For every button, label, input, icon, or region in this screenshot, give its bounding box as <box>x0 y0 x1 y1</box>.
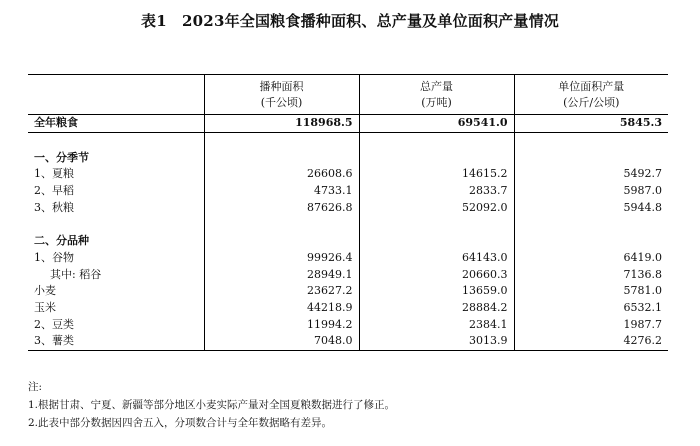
header-total-output-label: 总产量 <box>420 79 453 93</box>
table-notes <box>28 378 688 432</box>
total-output-cell: 2833.7 <box>359 183 514 200</box>
note-2: 2.此表中部分数据因四舍五入，分项数合计与全年数据略有差异。 <box>28 417 333 429</box>
row-label: 3、秋粮 <box>34 200 74 214</box>
total-output-cell: 64143.0 <box>359 250 514 267</box>
note-1: 1.根据甘肃、宁夏、新疆等部分地区小麦实际产量对全国夏粮数据进行了修正。 <box>28 399 396 411</box>
row-label: 小麦 <box>34 284 56 298</box>
section-heading: 二、分品种 <box>34 234 89 248</box>
sown-area-cell: 7048.0 <box>204 333 359 350</box>
row-label: 2、豆类 <box>34 317 74 331</box>
yield-cell: 5845.3 <box>514 115 668 133</box>
row-label: 3、薯类 <box>28 333 204 350</box>
yield-cell: 5781.0 <box>514 283 668 300</box>
header-yield-unit: (公斤/公顷) <box>563 95 620 109</box>
sown-area-cell: 11994.2 <box>204 316 359 333</box>
header-sown-area-unit: (千公顷) <box>260 95 303 109</box>
row-label: 1、谷物 <box>34 250 74 264</box>
sown-area-cell: 99926.4 <box>204 250 359 267</box>
table-row <box>28 266 668 283</box>
total-row <box>28 115 668 133</box>
header-yield-label: 单位面积产量 <box>558 79 625 93</box>
table-row <box>28 300 668 317</box>
sown-area-cell: 28949.1 <box>204 266 359 283</box>
total-output-cell: 3013.9 <box>359 333 514 350</box>
yield-cell: 7136.8 <box>514 266 668 283</box>
section-heading-row <box>28 149 668 166</box>
row-label: 玉米 <box>34 300 56 314</box>
row-label: 全年粮食 <box>28 115 204 133</box>
header-sown-area <box>204 75 359 115</box>
sown-area-cell: 23627.2 <box>204 283 359 300</box>
yield-cell: 6532.1 <box>514 300 668 317</box>
table-row <box>28 250 668 267</box>
total-output-cell: 2384.1 <box>359 316 514 333</box>
sown-area-cell: 118968.5 <box>204 115 359 133</box>
header-yield <box>514 75 668 115</box>
header-total-output <box>359 75 514 115</box>
table-row <box>28 183 668 200</box>
yield-cell: 5492.7 <box>514 166 668 183</box>
table-title: 表1 2023年全国粮食播种面积、总产量及单位面积产量情况 <box>141 12 559 30</box>
section-heading: 一、分季节 <box>34 150 89 164</box>
yield-cell: 5987.0 <box>514 183 668 200</box>
table-row <box>28 316 668 333</box>
sown-area-cell: 87626.8 <box>204 199 359 216</box>
total-output-cell: 14615.2 <box>359 166 514 183</box>
total-output-cell: 20660.3 <box>359 266 514 283</box>
grain-statistics-table <box>28 74 668 351</box>
row-label: 1、夏粮 <box>34 167 74 181</box>
yield-cell: 1987.7 <box>514 316 668 333</box>
table-row <box>28 166 668 183</box>
table-row <box>28 333 668 350</box>
row-label: 2、早稻 <box>34 184 74 198</box>
header-row <box>28 75 668 115</box>
total-output-cell: 69541.0 <box>359 115 514 133</box>
spacer-row <box>28 216 668 233</box>
notes-label: 注: <box>28 381 43 393</box>
sown-area-cell: 4733.1 <box>204 183 359 200</box>
total-output-cell: 13659.0 <box>359 283 514 300</box>
total-output-cell: 52092.0 <box>359 199 514 216</box>
header-total-output-unit: (万吨) <box>421 95 452 109</box>
section-heading-row <box>28 233 668 250</box>
table-row <box>28 199 668 216</box>
sown-area-cell: 26608.6 <box>204 166 359 183</box>
row-label: 其中: 稻谷 <box>50 267 102 281</box>
yield-cell: 4276.2 <box>514 333 668 350</box>
sown-area-cell: 44218.9 <box>204 300 359 317</box>
total-output-cell: 28884.2 <box>359 300 514 317</box>
table-row <box>28 283 668 300</box>
yield-cell: 6419.0 <box>514 250 668 267</box>
header-blank <box>28 75 204 115</box>
header-sown-area-label: 播种面积 <box>259 79 304 93</box>
yield-cell: 5944.8 <box>514 199 668 216</box>
spacer-row <box>28 132 668 149</box>
